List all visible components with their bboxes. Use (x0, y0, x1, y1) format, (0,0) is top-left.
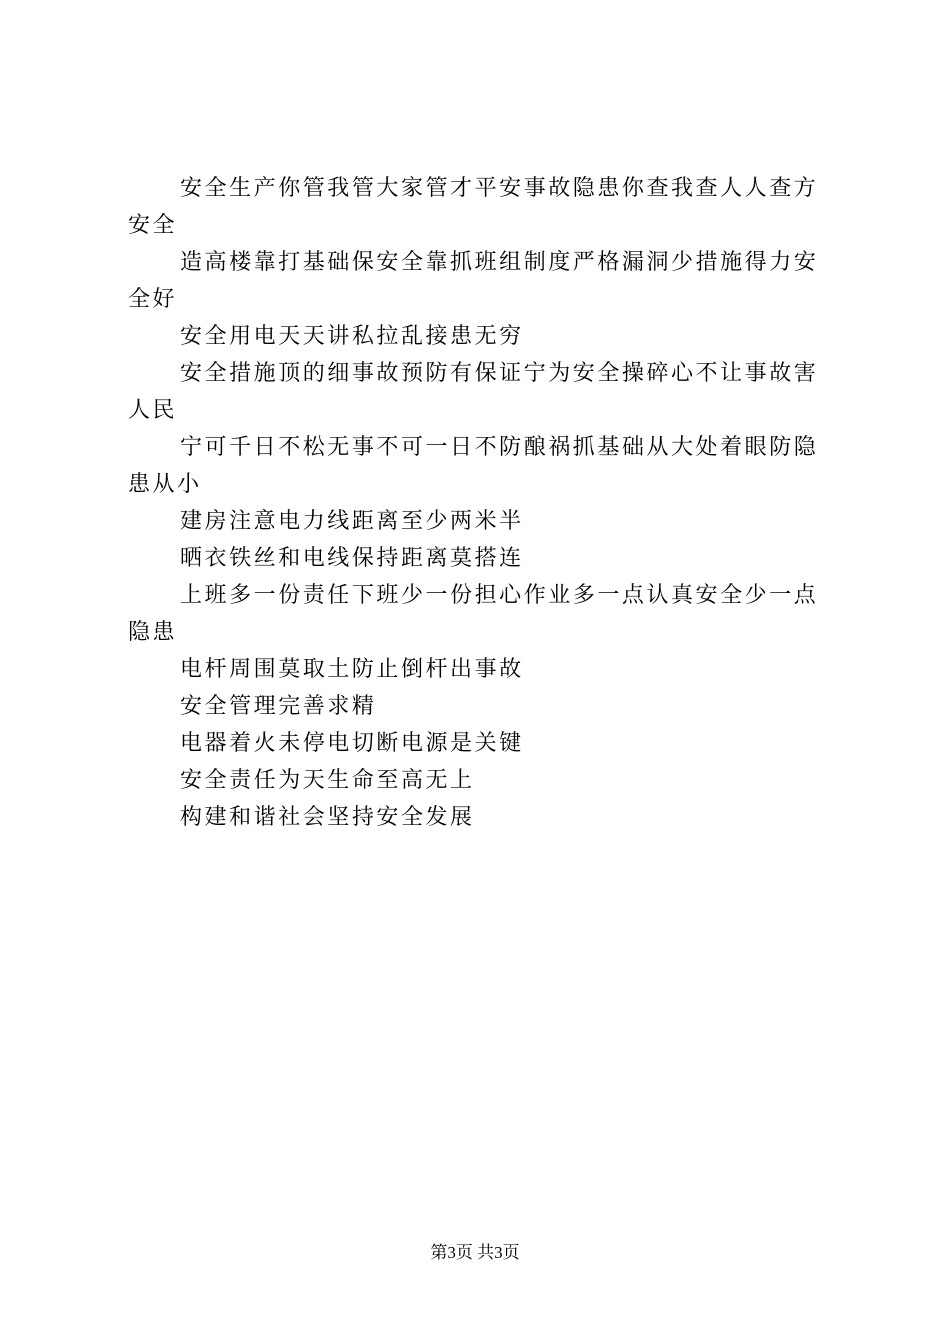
paragraph: 建房注意电力线距离至少两米半 (180, 509, 524, 534)
paragraph: 安全责任为天生命至高无上 (180, 768, 475, 793)
paragraph: 电器着火未停电切断电源是关键 (180, 731, 524, 756)
paragraph: 宁可千日不松无事不可一日不防酿祸抓基础从大处着眼防隐患从小 (128, 435, 819, 497)
paragraph: 安全用电天天讲私拉乱接患无穷 (180, 324, 524, 349)
paragraph: 晒衣铁丝和电线保持距离莫搭连 (180, 546, 524, 571)
page-number-footer: 第3页 共3页 (430, 1243, 520, 1262)
paragraph: 安全措施顶的细事故预防有保证宁为安全操碎心不让事故害人民 (128, 361, 819, 423)
paragraph: 上班多一份责任下班少一份担心作业多一点认真安全少一点隐患 (128, 583, 819, 645)
paragraph: 安全生产你管我管大家管才平安事故隐患你查我查人人查方安全 (128, 176, 819, 238)
paragraph: 造高楼靠打基础保安全靠抓班组制度严格漏洞少措施得力安全好 (128, 250, 819, 312)
paragraph: 构建和谐社会坚持安全发展 (180, 805, 475, 830)
paragraph: 安全管理完善求精 (180, 694, 377, 719)
paragraph: 电杆周围莫取土防止倒杆出事故 (180, 657, 524, 682)
document-body (128, 170, 834, 836)
